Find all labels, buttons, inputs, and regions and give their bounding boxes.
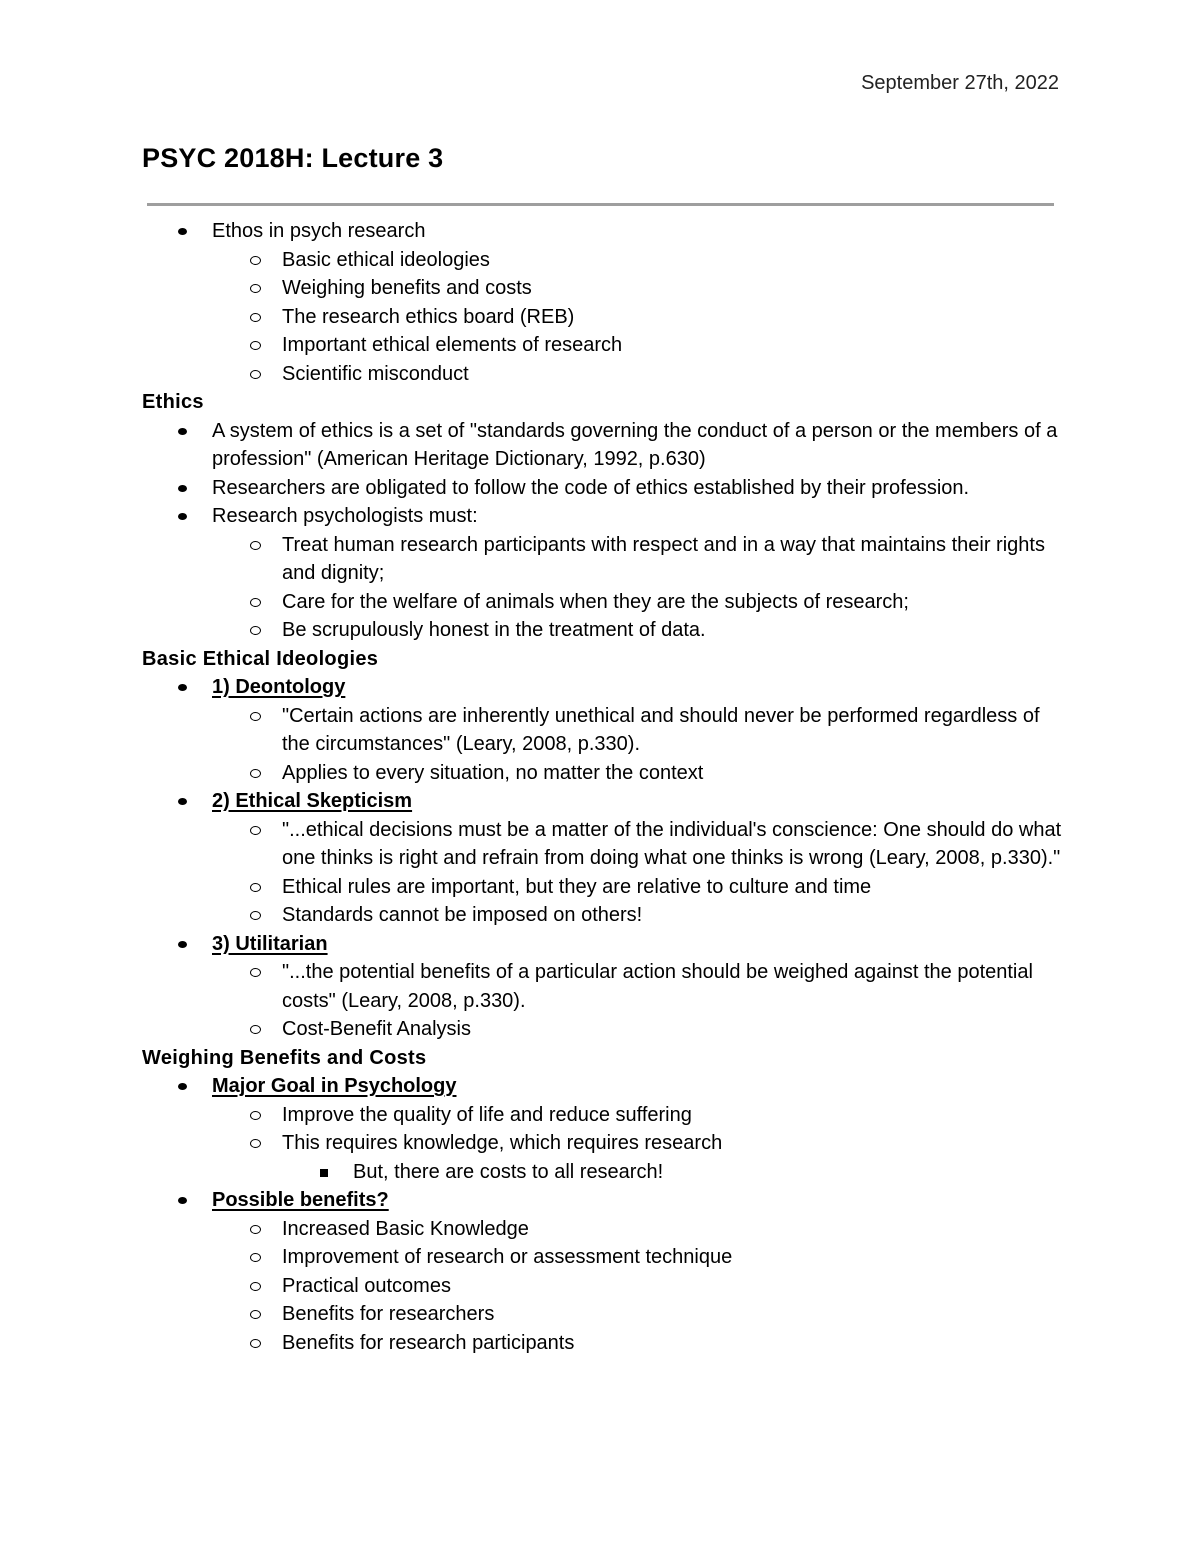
filled-bullet-icon [178, 798, 187, 805]
list-item: Practical outcomes [142, 1272, 1072, 1301]
hollow-bullet-icon [250, 1139, 261, 1148]
list-item: Benefits for research participants [142, 1329, 1072, 1358]
hollow-bullet-icon [250, 284, 261, 293]
hollow-bullet-icon [250, 313, 261, 322]
list-item: Ethos in psych research [142, 217, 1072, 246]
subheading-ethical-skepticism: 2) Ethical Skepticism [212, 790, 413, 812]
hollow-bullet-icon [250, 1225, 261, 1234]
list-item: "...the potential benefits of a particular action should be weighed against the potential costs" (Leary, 2008, p.330). [142, 958, 1072, 1015]
filled-bullet-icon [178, 684, 187, 691]
list-item [142, 673, 1072, 702]
list-item: Weighing benefits and costs [142, 274, 1072, 303]
list-item: Basic ethical ideologies [142, 246, 1072, 275]
hollow-bullet-icon [250, 370, 261, 379]
list-item: Standards cannot be imposed on others! [142, 901, 1072, 930]
filled-bullet-icon [178, 1197, 187, 1204]
list-item: A system of ethics is a set of "standards governing the conduct of a person or the members of a profession" (American Heritage Dictionary, 1992, p.630) [142, 417, 1072, 474]
list-item: Ethical rules are important, but they are relative to culture and time [142, 873, 1072, 902]
hollow-bullet-icon [250, 883, 261, 892]
list-item: Treat human research participants with respect and in a way that maintains their rights and dignity; [142, 531, 1072, 588]
square-bullet-icon [320, 1169, 328, 1177]
list-item: Increased Basic Knowledge [142, 1215, 1072, 1244]
list-item: But, there are costs to all research! [142, 1158, 1072, 1187]
hollow-bullet-icon [250, 1111, 261, 1120]
list-item: Scientific misconduct [142, 360, 1072, 389]
list-item: Important ethical elements of research [142, 331, 1072, 360]
section-heading-weighing: Weighing Benefits and Costs [142, 1046, 427, 1069]
hollow-bullet-icon [250, 626, 261, 635]
list-item: Improve the quality of life and reduce suffering [142, 1101, 1072, 1130]
document-body [142, 217, 1072, 1357]
list-item [142, 1186, 1072, 1215]
list-item: Improvement of research or assessment technique [142, 1243, 1072, 1272]
list-item: Research psychologists must: [142, 502, 1072, 531]
list-item: The research ethics board (REB) [142, 303, 1072, 332]
subheading-utilitarian: 3) Utilitarian [212, 932, 328, 955]
hollow-bullet-icon [250, 341, 261, 350]
subheading-possible-benefits: Possible benefits? [212, 1189, 389, 1211]
hollow-bullet-icon [250, 1025, 261, 1034]
filled-bullet-icon [178, 941, 187, 948]
list-item: Benefits for researchers [142, 1300, 1072, 1329]
list-item: Be scrupulously honest in the treatment of data. [142, 616, 1072, 645]
hollow-bullet-icon [250, 1253, 261, 1262]
section-heading-ideologies: Basic Ethical Ideologies [142, 647, 379, 670]
hollow-bullet-icon [250, 769, 261, 778]
hollow-bullet-icon [250, 911, 261, 920]
filled-bullet-icon [178, 428, 187, 435]
filled-bullet-icon [178, 1083, 187, 1090]
horizontal-rule [147, 203, 1054, 206]
hollow-bullet-icon [250, 826, 261, 835]
list-item: "Certain actions are inherently unethical and should never be performed regardless of the circumstances" (Leary, 2008, p.330). [142, 702, 1072, 759]
list-item [142, 930, 1072, 959]
hollow-bullet-icon [250, 968, 261, 977]
filled-bullet-icon [178, 513, 187, 520]
hollow-bullet-icon [250, 712, 261, 721]
list-item: Applies to every situation, no matter the context [142, 759, 1072, 788]
hollow-bullet-icon [250, 541, 261, 550]
hollow-bullet-icon [250, 1310, 261, 1319]
section-heading-ethics: Ethics [142, 391, 204, 413]
hollow-bullet-icon [250, 256, 261, 265]
filled-bullet-icon [178, 485, 187, 492]
list-item: "...ethical decisions must be a matter of the individual's conscience: One should do what one thinks is right and refrain from doing what one thinks is wrong (Leary, 2008, p.330)." [142, 816, 1072, 873]
list-item [142, 787, 1072, 816]
hollow-bullet-icon [250, 1339, 261, 1348]
document-date: September 27th, 2022 [861, 72, 1059, 94]
list-item: Researchers are obligated to follow the code of ethics established by their profession. [142, 474, 1072, 503]
document-title: PSYC 2018H: Lecture 3 [142, 143, 444, 173]
subheading-major-goal: Major Goal in Psychology [212, 1075, 457, 1097]
list-item [142, 1072, 1072, 1101]
list-item: Care for the welfare of animals when they are the subjects of research; [142, 588, 1072, 617]
list-item: This requires knowledge, which requires research [142, 1129, 1072, 1158]
hollow-bullet-icon [250, 1282, 261, 1291]
hollow-bullet-icon [250, 598, 261, 607]
filled-bullet-icon [178, 228, 187, 235]
subheading-deontology: 1) Deontology [212, 676, 346, 698]
list-item: Cost-Benefit Analysis [142, 1015, 1072, 1044]
